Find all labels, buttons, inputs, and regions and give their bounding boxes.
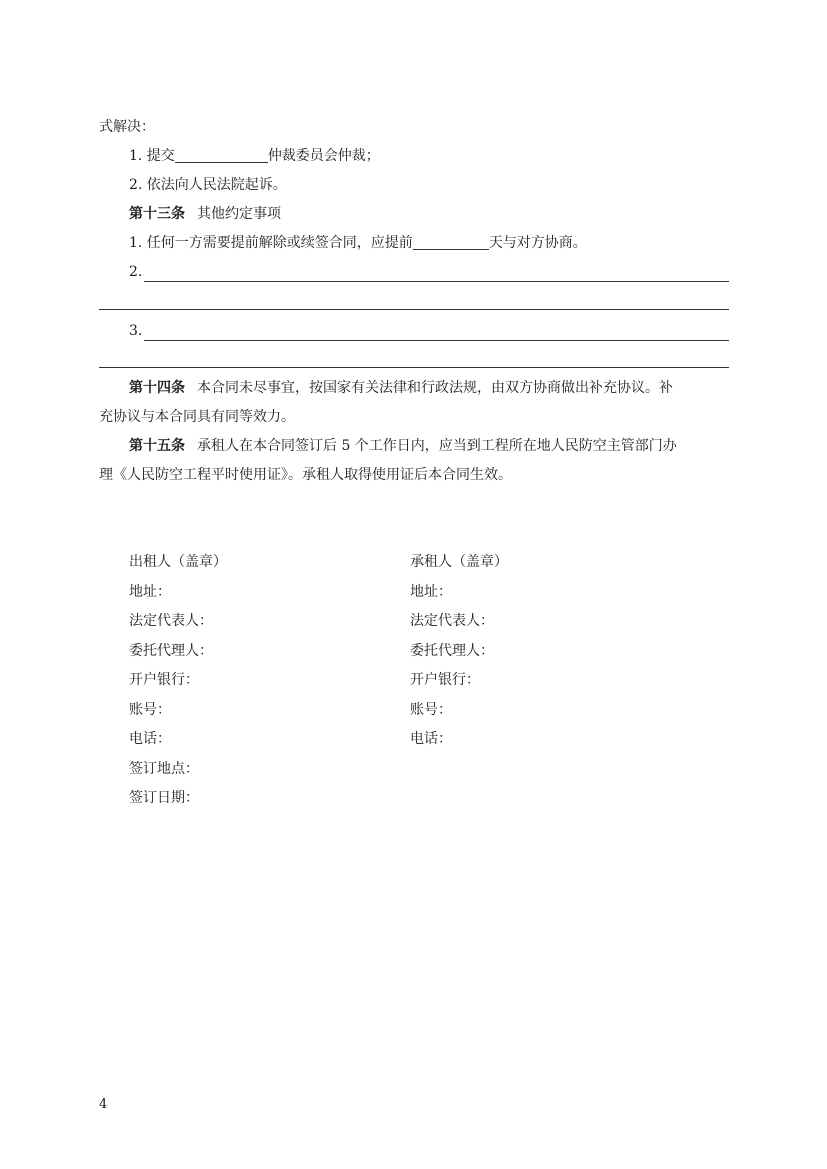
lessor-title: 出租人（盖章） <box>129 554 227 570</box>
option-1-prefix: 1. 提交 <box>129 148 175 164</box>
article-14-line-2: 充协议与本合同具有同等效力。 <box>99 409 295 425</box>
article-13-heading: 第十三条 <box>129 206 185 222</box>
lessee-phone: 电话： <box>410 731 452 747</box>
article-15-text-1: 承租人在本合同签订后 5 个工作日内，应当到工程所在地人民防空主管部门办 <box>197 438 677 454</box>
item-1-prefix: 1. 任何一方需要提前解除或续签合同，应提前 <box>129 235 413 251</box>
lessee-bank: 开户银行： <box>410 672 480 688</box>
continuation-text: 式解决： <box>99 119 155 135</box>
lessee-title: 承租人（盖章） <box>410 554 508 570</box>
article-13-header <box>129 204 729 224</box>
item-3-continuation-line[interactable] <box>99 367 729 368</box>
lessor-agent: 委托代理人： <box>129 643 213 659</box>
article-15-line-1 <box>129 436 729 456</box>
notice-days-blank[interactable] <box>413 235 489 250</box>
lessor-address: 地址： <box>129 584 171 600</box>
item-2-number: 2. <box>129 264 143 280</box>
item-1-suffix: 天与对方协商。 <box>488 235 587 251</box>
lessor-legal-rep: 法定代表人： <box>129 613 213 629</box>
article-14-heading: 第十四条 <box>129 380 185 396</box>
option-1-suffix: 仲裁委员会仲裁； <box>267 148 380 164</box>
article-14-text-1: 本合同未尽事宜，按国家有关法律和行政法规，由双方协商做出补充协议。补 <box>197 380 673 396</box>
article-13-item-1 <box>129 233 729 253</box>
dispute-option-2: 2. 依法向人民法院起诉。 <box>129 177 287 193</box>
item-3-fill-line[interactable] <box>144 325 729 341</box>
lessor-account: 账号： <box>129 702 171 718</box>
lessor-phone: 电话： <box>129 731 171 747</box>
article-14-line-1 <box>129 378 729 398</box>
dispute-option-1 <box>129 146 729 166</box>
lessee-legal-rep: 法定代表人： <box>410 613 494 629</box>
lessee-account: 账号： <box>410 702 452 718</box>
arbitration-committee-blank[interactable] <box>175 148 268 163</box>
sign-place: 签订地点： <box>129 761 199 777</box>
article-13-title: 其他约定事项 <box>197 206 281 222</box>
article-13-item-2 <box>129 262 729 282</box>
lessee-address: 地址： <box>410 584 452 600</box>
item-2-fill-line[interactable] <box>144 266 729 282</box>
lessee-agent: 委托代理人： <box>410 643 494 659</box>
sign-date: 签订日期： <box>129 790 199 806</box>
article-15-line-2: 理《人民防空工程平时使用证》。承租人取得使用证后本合同生效。 <box>99 467 512 483</box>
article-15-heading: 第十五条 <box>129 438 185 454</box>
item-2-continuation-line[interactable] <box>99 309 729 310</box>
article-13-item-3 <box>129 321 729 341</box>
item-3-number: 3. <box>129 323 143 339</box>
page-number: 4 <box>99 1097 108 1112</box>
lessor-bank: 开户银行： <box>129 672 199 688</box>
